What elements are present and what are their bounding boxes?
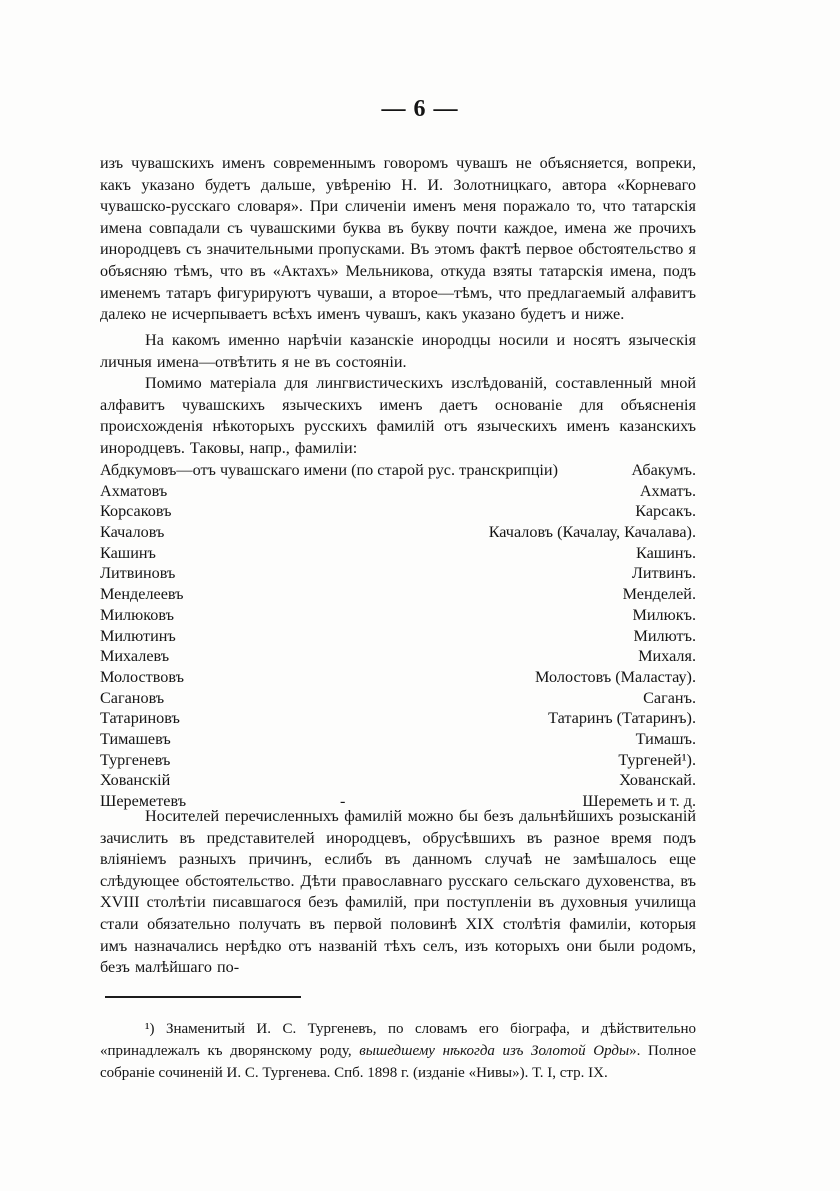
surname-row — [100, 770, 696, 791]
surname-left: Михалевъ — [100, 647, 170, 666]
surname-right: Менделей. — [622, 585, 696, 604]
surname-right: Михаля. — [638, 647, 696, 666]
surname-left: Татариновъ — [100, 709, 180, 728]
surname-right: Молостовъ (Маластау). — [535, 667, 696, 686]
footnote — [100, 1019, 696, 1084]
surname-row — [100, 688, 696, 709]
surname-right: Кашинъ. — [636, 543, 696, 562]
surname-right: Шереметь и т. д. — [582, 792, 696, 810]
surname-left: Литвиновъ — [100, 564, 176, 583]
surname-right: Ахматъ. — [639, 481, 696, 500]
surname-first-left: Абдкумовъ—отъ чувашскаго имени (по старой рус. транскрипціи) — [100, 461, 558, 479]
surname-right: Милютъ. — [633, 626, 696, 645]
surname-left: Качаловъ — [100, 523, 165, 542]
surname-left: Милютинъ — [100, 626, 176, 645]
surname-left: Молоствовъ — [100, 667, 184, 686]
surname-left: Менделеевъ — [100, 585, 184, 604]
footnote-text-2: ». Полное собраніе сочиненій И. С. Тургенева. Спб. 1898 г. (изданіе «Нивы»). Т. I, стр. IX. — [100, 1042, 696, 1081]
surname-left: Тимашевъ — [100, 729, 171, 748]
surname-right: Саганъ. — [643, 688, 696, 707]
surname-row — [100, 481, 696, 502]
surname-left: Ахматовъ — [100, 481, 168, 500]
surname-first-right: Абакумъ. — [631, 461, 696, 479]
surname-left: Корсаковъ — [100, 502, 172, 521]
surname-list — [100, 460, 696, 812]
surname-right: Милюкъ. — [632, 605, 696, 624]
surname-row — [100, 750, 696, 771]
surname-right: Хованскай. — [619, 771, 696, 790]
surname-left: Шереметевъ — [100, 792, 187, 810]
surname-row — [100, 626, 696, 647]
surname-left: Хованскій — [100, 771, 171, 790]
paragraph-1: изъ чувашскихъ именъ современнымъ говоромъ чувашъ не объясняется, вопреки, какъ указано будетъ дальше, увѣренію Н. И. Золотницкаго, автора «Корневаго чувашско-русскаго словаря». При сличеніи именъ меня поражало то, что татарскія имена совпадали съ чувашскими буква въ букву почти каждое, имена же прочихъ инородцевъ съ значительными пропусками. Въ этомъ фактѣ первое обстоятельство я объясняю тѣмъ, что въ «Актахъ» Мельникова, откуда взяты татарскія имена, подъ именемъ татаръ фигурируютъ чуваши, а второе—тѣмъ, что предлагаемый алфавитъ далеко не исчерпываетъ всѣхъ именъ чувашъ, какъ указано будетъ и ниже. — [100, 154, 696, 324]
surname-row — [100, 646, 696, 667]
surname-row — [100, 563, 696, 584]
paragraph-3: Помимо матеріала для лингвистическихъ изслѣдованій, составленный мной алфавитъ чувашскихъ языческихъ именъ даетъ основаніе для объясненія происхожденія нѣкоторыхъ русскихъ фамилій отъ языческихъ именъ казанскихъ инородцевъ. Таковы, напр., фамиліи: — [100, 374, 696, 457]
paragraph-2: На какомъ именно нарѣчіи казанскіе инородцы носили и носятъ языческія личныя имена—отвѣтить я не въ состояніи. — [100, 331, 696, 371]
surname-row — [100, 708, 696, 729]
page-number: — 6 — — [381, 96, 459, 122]
surname-row — [100, 584, 696, 605]
footnote-marker: ¹) — [145, 1021, 155, 1037]
surname-left: Милюковъ — [100, 605, 174, 624]
footnote-text-1: Знаменитый И. С. Тургеневъ, по словамъ его біографа, и дѣйствительно «принадлежалъ къ дворянскому роду, — [100, 1021, 697, 1059]
surname-right: Тимашъ. — [635, 729, 696, 748]
surname-left: Кашинъ — [100, 543, 156, 562]
footnote-italic: вышедшему нѣкогда изъ Золотой Орды — [359, 1042, 630, 1059]
surname-row — [100, 460, 696, 481]
surname-left: Сагановъ — [100, 688, 165, 707]
surname-row — [100, 501, 696, 522]
surname-right: Татаринъ (Татаринъ). — [548, 709, 696, 728]
surname-left: Тургеневъ — [100, 750, 171, 769]
surname-row — [100, 667, 696, 688]
surname-row — [100, 605, 696, 626]
surname-row — [100, 543, 696, 564]
surname-right: Качаловъ (Качалау, Качалава). — [488, 523, 696, 542]
surname-right: Литвинъ. — [631, 564, 696, 583]
surname-dash: - — [340, 792, 346, 810]
surname-row — [100, 729, 696, 750]
surname-right: Карсакъ. — [635, 502, 696, 521]
surname-right: Тургеней¹). — [618, 750, 696, 769]
paragraph-4: Носителей перечисленныхъ фамилій можно бы безъ дальнѣйшихъ розысканій зачислить въ представителей инородцевъ, обрусѣвшихъ въ разное время подъ вліяніемъ разныхъ причинъ, еслибъ въ данномъ случаѣ не замѣшалось еще слѣдующее обстоятельство. Дѣти православнаго русскаго сельскаго духовенства, въ XVIII столѣтіи писавшагося безъ фамилій, при поступленіи въ духовныя училища стали обязательно получать въ первой половинѣ XIX столѣтія фамиліи, которыя имъ назначались нерѣдко отъ названій тѣхъ селъ, изъ которыхъ они были родомъ, безъ малѣйшаго по- — [100, 807, 696, 977]
footnote-divider — [105, 996, 301, 998]
surname-row — [100, 522, 696, 543]
